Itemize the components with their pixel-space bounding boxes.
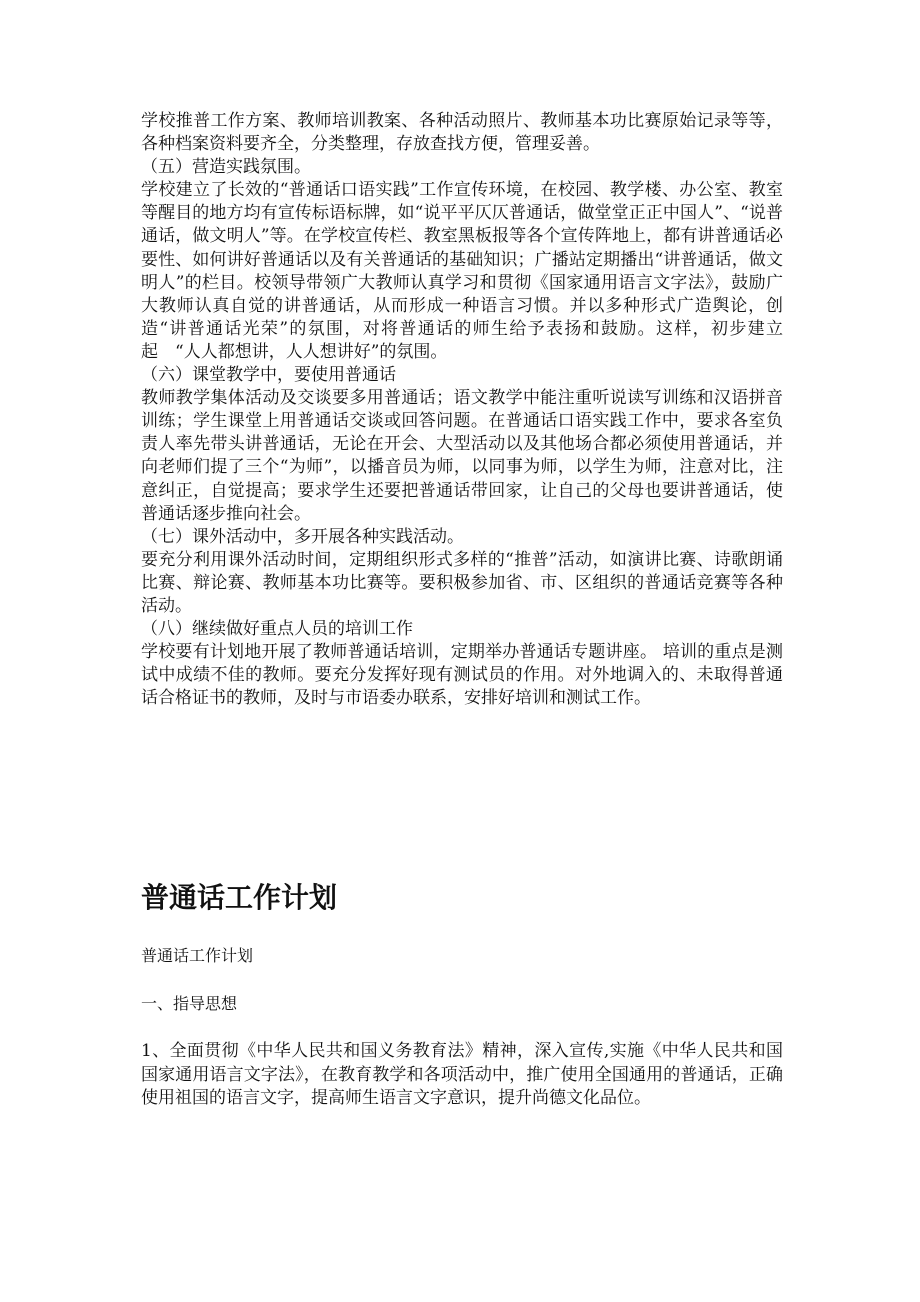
document-subtitle: 普通话工作计划	[141, 946, 254, 965]
paragraph-guiding-point-1: 1、全面贯彻《中华人民共和国义务教育法》精神，深入宣传,实施《中华人民共和国国家通用语言文字法》，在教育教学和各项活动中，推广使用全国通用的普通话，正确使用祖国的语言文字，提高师生语言文字意识，提升尚德文化品位。	[141, 1041, 783, 1108]
section-heading-8: （八）继续做好重点人员的培训工作	[141, 619, 413, 640]
paragraph-classroom: 教师教学集体活动及交谈要多用普通话；语文教学中能注重听说读写训练和汉语拼音训练；学生课堂上用普通话交谈或回答问题。在普通话口语实践工作中，要求各室负责人率先带头讲普通话，无论在开会、大型活动以及其他场合都必须使用普通话，并向老师们提了三个“为师”，以播音员为师，以同事为师，以学生为师，注意对比，注意纠正，自觉提高；要求学生还要把普通话带回家，让自己的父母也要讲普通话，使普通话逐步推向社会。	[141, 388, 783, 524]
upper-text-block	[141, 110, 783, 710]
paragraph-environment: 学校建立了长效的“普通话口语实践”工作宣传环境，在校园、教学楼、办公室、教室等醒目的地方均有宣传标语标牌，如“说平平仄仄普通话，做堂堂正正中国人”、“说普通话，做文明人”等。在学校宣传栏、教室黑板报等各个宣传阵地上，都有讲普通话必要性、如何讲好普通话以及有关普通话的基础知识；广播站定期播出“讲普通话，做文明人”的栏目。校领导带领广大教师认真学习和贯彻《国家通用语言文字法》，鼓励广大教师认真自觉的讲普通话，从而形成一种语言习惯。并以多种形式广造舆论，创造“讲普通话光荣”的氛围，对将普通话的师生给予表扬和鼓励。这样，初步建立起 “人人都想讲，人人想讲好”的氛围。	[141, 180, 783, 362]
paragraph-archives: 学校推普工作方案、教师培训教案、各种活动照片、教师基本功比赛原始记录等等，各种档案资料要齐全，分类整理，存放查找方便，管理妥善。	[141, 111, 783, 155]
section-heading-7: （七）课外活动中，多开展各种实践活动。	[141, 526, 464, 547]
guiding-ideology-heading: 一、指导思想	[141, 994, 238, 1013]
paragraph-training: 学校要有计划地开展了教师普通话培训，定期举办普通话专题讲座。 培训的重点是测试中成绩不佳的教师。要充分发挥好现有测试员的作用。对外地调入的、未取得普通话合格证书的教师，及时与市语委办联系，安排好培训和测试工作。	[141, 642, 783, 709]
paragraph-activities: 要充分利用课外活动时间，定期组织形式多样的“推普”活动，如演讲比赛、诗歌朗诵比赛、辩论赛、教师基本功比赛等。要积极参加省、市、区组织的普通话竞赛等各种活动。	[141, 549, 783, 616]
section-heading-6: （六）课堂教学中，要使用普通话	[141, 365, 396, 386]
document-title: 普通话工作计划	[141, 881, 338, 914]
section-heading-5: （五）营造实践氛围。	[141, 157, 311, 178]
